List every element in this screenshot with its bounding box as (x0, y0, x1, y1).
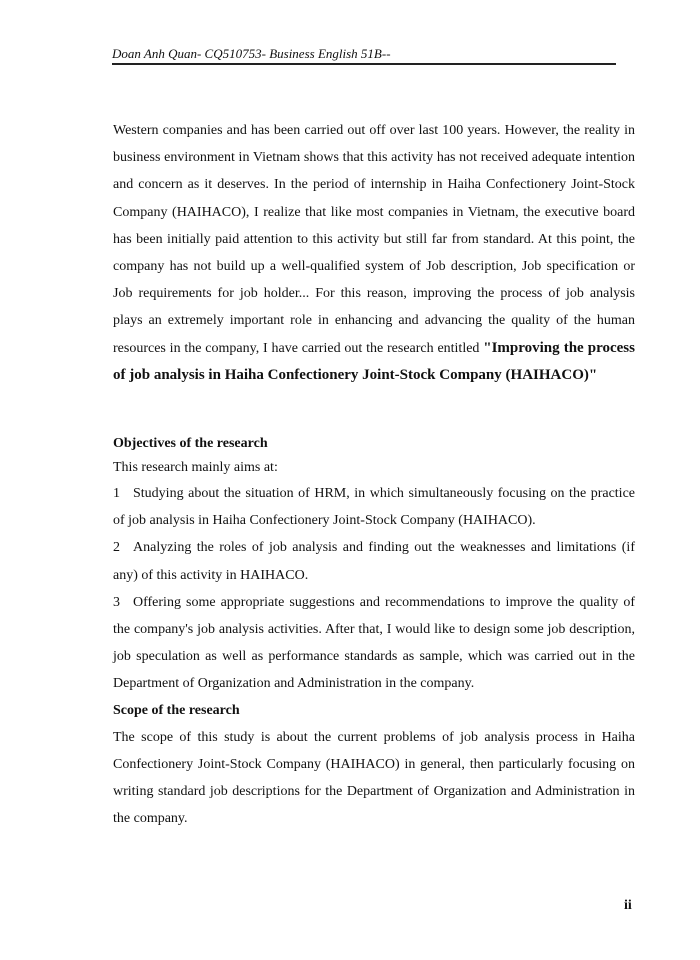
objective-item-3 (113, 589, 635, 698)
page-body (113, 117, 635, 832)
scope-heading: Scope of the research (113, 702, 240, 718)
intro-text: Western companies and has been carried out off over last 100 years. However, the reality in business environment in Vietnam shows that this activity has not received adequate intention and concern as it deserves. In the period of internship in Haiha Confectionery Joint-Stock Company (HAIHACO), I realize that like most companies in Vietnam, the executive board has been initially paid attention to this activity but still far from standard. At this point, the company has not build up a well-qualified system of Job description, Job specification or Job requirements for job holder... For this reason, improving the process of job analysis plays an extremely important role in enhancing and advancing the quality of the human resources in the company, I have carried out the research entitled (113, 123, 635, 356)
objective-number: 3 (113, 594, 120, 610)
objectives-lead: This research mainly aims at: (113, 460, 278, 476)
objective-text: Analyzing the roles of job analysis and finding out the weaknesses and limitations (if any) of this activity in HAIHACO. (113, 540, 635, 583)
intro-paragraph (113, 117, 635, 389)
objective-item-2 (113, 534, 635, 588)
research-title: "Improving the process of job analysis in Haiha Confectionery Joint-Stock Company (HAIHACO)" (113, 339, 635, 383)
scope-paragraph: The scope of this study is about the current problems of job analysis process in Haiha Confectionery Joint-Stock Company (HAIHACO) in general, then particularly focusing on writing standard job descriptions for the Department of Organization and Administration in the company. (113, 729, 635, 827)
objective-text: Offering some appropriate suggestions and recommendations to improve the quality of the company's job analysis activities. After that, I would like to design some job description, job speculation as well as performance standards as sample, which was carried out in the Department of Organization and Administration in the company. (113, 594, 635, 692)
objectives-heading: Objectives of the research (113, 436, 268, 452)
objective-item-1 (113, 480, 635, 534)
objective-number: 1 (113, 486, 120, 502)
objective-text: Studying about the situation of HRM, in which simultaneously focusing on the practice of job analysis in Haiha Confectionery Joint-Stock Company (HAIHACO). (113, 486, 635, 529)
running-header: Doan Anh Quan- CQ510753- Business English 51B-- (112, 45, 616, 65)
objective-number: 2 (113, 540, 120, 556)
page-number: ii (624, 898, 632, 913)
